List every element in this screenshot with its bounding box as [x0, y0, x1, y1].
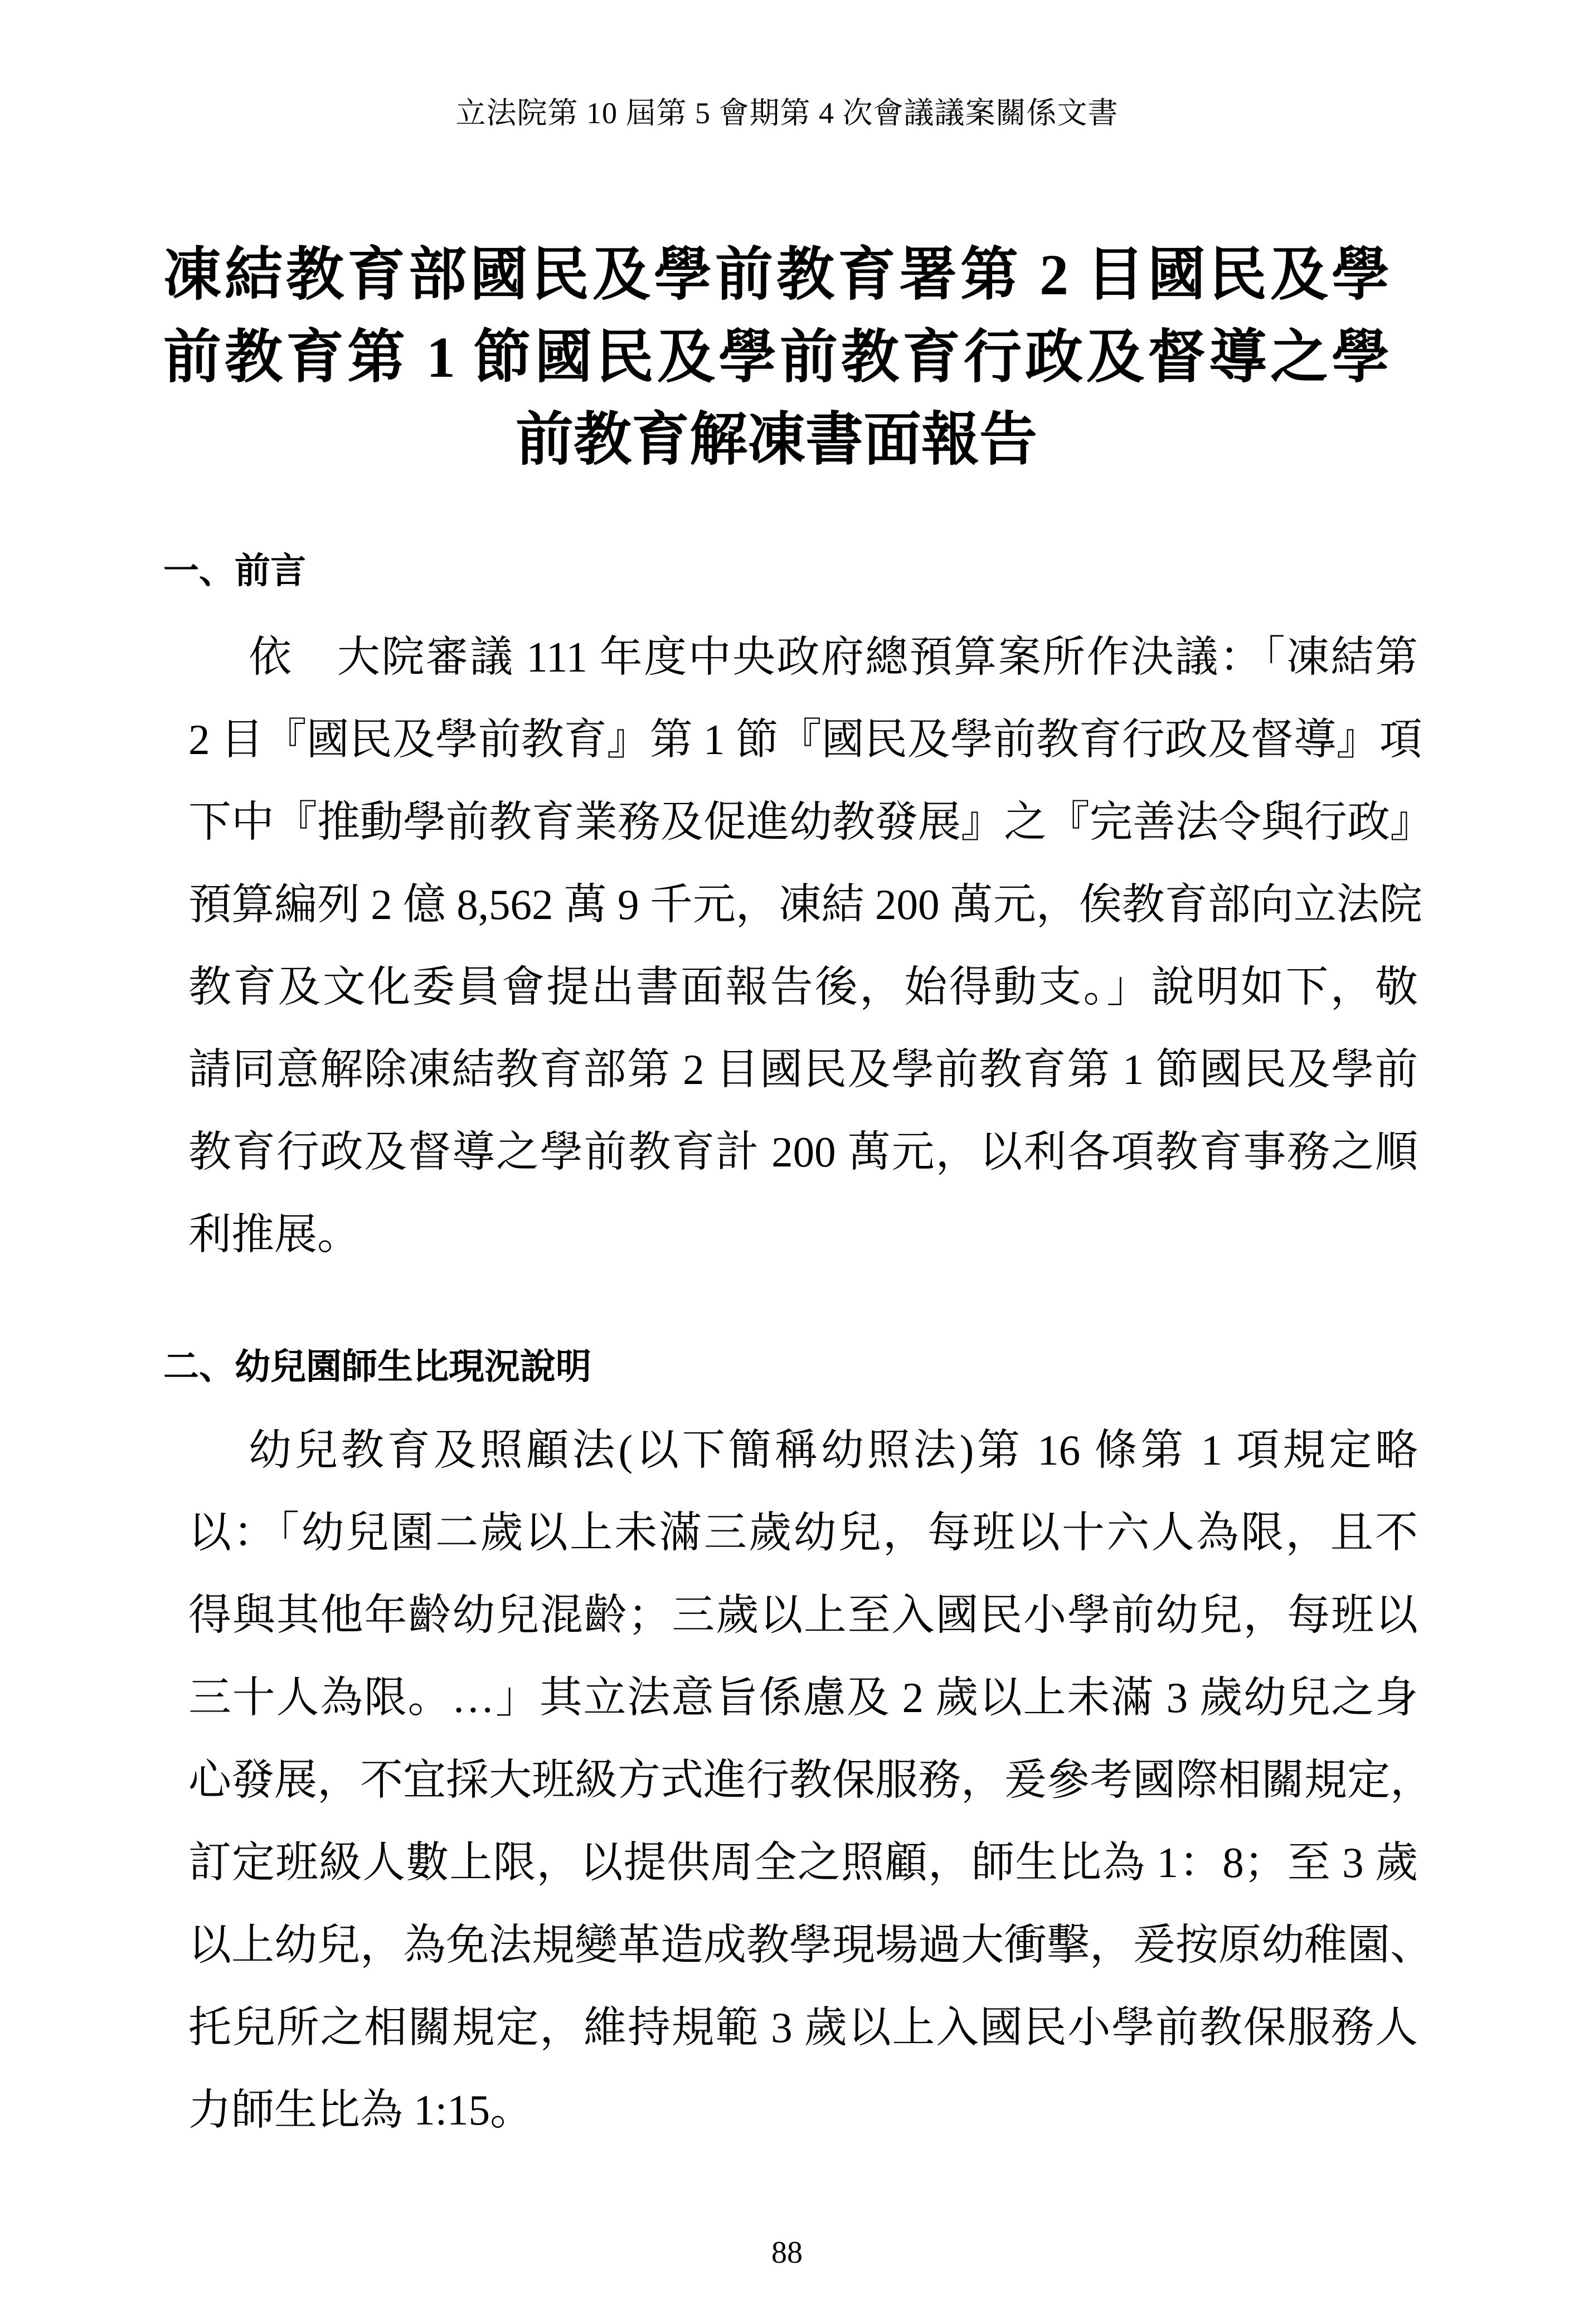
text-line: 訂定班級人數上限，以提供周全之照顧，師生比為 1：8；至 3 歲 [188, 1839, 1418, 1887]
page-number: 88 [771, 2235, 803, 2270]
text-line: 以上幼兒，為免法規變革造成教學現場過大衝擊，爰按原幼稚園、 [188, 1921, 1433, 1969]
text-line: 心發展，不宜採大班級方式進行教保服務，爰參考國際相關規定， [188, 1756, 1433, 1804]
text-line: 請同意解除凍結教育部第 2 目國民及學前教育第 1 節國民及學前 [188, 1046, 1418, 1093]
text-line: 下中『推動學前教育業務及促進幼教發展』之『完善法令與行政』 [188, 798, 1433, 846]
text-line: 三十人為限。…」其立法意旨係慮及 2 歲以上未滿 3 歲幼兒之身 [188, 1674, 1418, 1722]
title-line: 前教育解凍書面報告 [515, 408, 1037, 472]
ratio-paragraph [188, 1409, 1433, 2151]
title-line: 凍結教育部國民及學前教育署第 2 目國民及學 [163, 243, 1390, 307]
text-line: 教育行政及督導之學前教育計 200 萬元，以利各項教育事務之順 [188, 1128, 1418, 1176]
running-header: 立法院第 10 屆第 5 會期第 4 次會議議案關係文書 [455, 96, 1119, 130]
text-line: 依 大院審議 111 年度中央政府總預算案所作決議：「凍結第 [249, 633, 1418, 681]
document-title [163, 234, 1390, 482]
text-line: 得與其他年齡幼兒混齡；三歲以上至入國民小學前幼兒，每班以 [188, 1591, 1418, 1639]
text-line: 以：「幼兒園二歲以上未滿三歲幼兒，每班以十六人為限，且不 [188, 1509, 1418, 1557]
text-line: 預算編列 2 億 8,562 萬 9 千元，凍結 200 萬元，俟教育部向立法院 [188, 881, 1422, 928]
text-line: 托兒所之相關規定，維持規範 3 歲以上入國民小學前教保服務人 [188, 2004, 1418, 2051]
section-heading-ratio: 二、幼兒園師生比現況說明 [163, 1347, 591, 1387]
text-line: 力師生比為 1:15。 [188, 2086, 533, 2134]
text-line: 2 目『國民及學前教育』第 1 節『國民及學前教育行政及督導』項 [188, 716, 1422, 764]
text-line: 利推展。 [188, 1210, 360, 1258]
preface-paragraph [188, 616, 1433, 1276]
text-line: 教育及文化委員會提出書面報告後，始得動支。」說明如下，敬 [188, 963, 1418, 1011]
section-heading-preface: 一、前言 [163, 551, 306, 591]
text-line: 幼兒教育及照顧法(以下簡稱幼照法)第 16 條第 1 項規定略 [249, 1426, 1418, 1474]
title-line: 前教育第 1 節國民及學前教育行政及督導之學 [163, 325, 1390, 390]
